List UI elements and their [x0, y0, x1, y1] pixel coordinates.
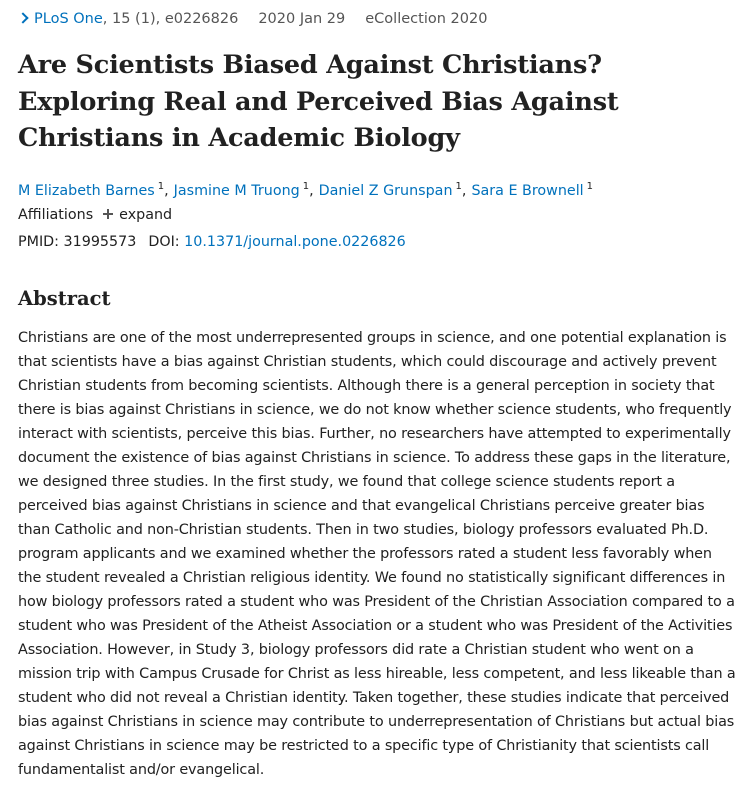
abstract-heading: Abstract: [18, 287, 111, 310]
author-separator: ,: [461, 183, 467, 199]
affiliations-row: [18, 204, 172, 226]
author-item: [319, 183, 462, 199]
abstract-text: Christians are one of the most underrepresented groups in science, and one potential explanation is that scientists have a bias against Christian students, which could discourage and actively prevent Christian students from becoming scientists. Although there is a general perception in society that there is bias against Christians in science, we do not know whether science students, who frequently interact with scientists, perceive this bias. Further, no researchers have attempted to experimentally document the existence of bias against Christians in science. To address these gaps in the literature, we designed three studies. In the first study, we found that college science students report a perceived bias against Christians in science and that evangelical Christians perceive greater bias than Catholic and non-Christian students. Then in two studies, biology professors evaluated Ph.D. program applicants and we examined whether the professors rated a student less favorably when the student revealed a Christian religious identity. We found no statistically significant differences in how biology professors rated a student who was President of the Christian Association compared to a student who was President of the Atheist Association or a student who was President of the Activities Association. However, in Study 3, biology professors did rate a Christian student who went on a mission trip with Campus Crusade for Christ as less hireable, less competent, and less likeable than a student who did not reveal a Christian identity. Taken together, these studies indicate that perceived bias against Christians in science may contribute to underrepresentation of Christians but actual bias against Christians in science may be restricted to a specific type of Christianity that scientists call fundamentalist and/or evangelical.: [18, 330, 736, 778]
journal-link[interactable]: PLoS One: [34, 11, 103, 27]
citation-line: [18, 9, 487, 29]
author-link[interactable]: M Elizabeth Barnes: [18, 183, 155, 199]
author-affiliation-ref[interactable]: 1: [157, 181, 165, 192]
authors-list: [18, 176, 593, 202]
chevron-right-icon[interactable]: [17, 12, 28, 23]
plus-icon[interactable]: [103, 209, 113, 219]
author-affiliation-ref[interactable]: 1: [455, 181, 462, 192]
expand-affiliations-button[interactable]: [93, 207, 172, 223]
author-separator: ,: [309, 183, 314, 199]
ecollection-date: eCollection 2020: [365, 11, 488, 27]
article-title: Are Scientists Biased Against Christians? Exploring Real and Perceived Bias Against Christians in Academic Biology: [18, 50, 619, 153]
author-affiliation-ref[interactable]: 1: [586, 181, 594, 192]
expand-label[interactable]: expand: [119, 207, 173, 223]
author-separator: ,: [164, 183, 169, 199]
author-link[interactable]: Sara E Brownell: [471, 183, 584, 199]
author-item: [18, 183, 164, 199]
author-affiliation-ref[interactable]: 1: [302, 181, 310, 192]
pmid-label: PMID:: [18, 234, 59, 250]
doi-link[interactable]: 10.1371/journal.pone.0226826: [184, 234, 406, 250]
author-link[interactable]: Jasmine M Truong: [173, 183, 300, 199]
identifiers-row: [18, 231, 406, 253]
author-item: [174, 183, 309, 199]
author-link[interactable]: Daniel Z Grunspan: [318, 183, 453, 199]
pmid-value: 31995573: [63, 234, 137, 250]
publication-date: 2020 Jan 29: [258, 11, 346, 27]
author-item: [471, 183, 593, 199]
citation-details: , 15 (1), e0226826: [102, 11, 239, 27]
affiliations-label: Affiliations: [18, 207, 94, 223]
doi-label: DOI:: [148, 234, 180, 250]
